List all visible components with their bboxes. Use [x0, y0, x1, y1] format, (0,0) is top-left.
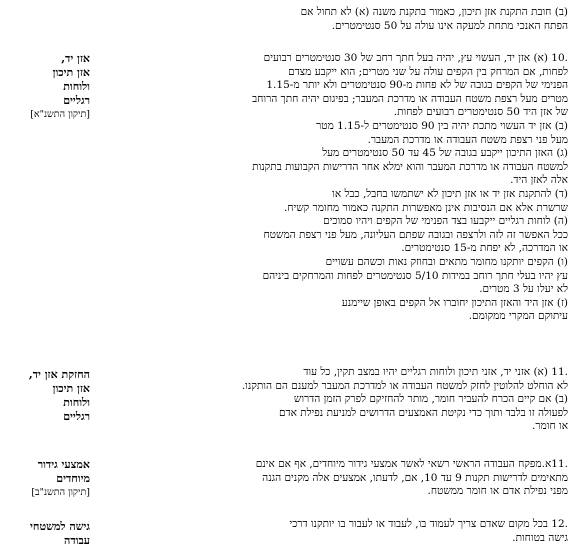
text-line: (ג) האזן התיכון ייקבע בגובה של 45 עד 50 סנטימטרים מעל	[322, 147, 568, 160]
margin-heading-line: אזן יד,	[61, 52, 90, 65]
margin-heading-line: רגליים	[63, 94, 90, 107]
margin-heading-line: אזן תיכון	[52, 382, 90, 395]
margin-heading-maintenance	[8, 368, 90, 424]
margin-heading-guardrails	[8, 52, 90, 122]
text-line: (ב) חובת התקנת אזן תיכון, כאמור בתקנת משנה (א) לא תחול אם	[300, 6, 568, 18]
text-line: .10 (א) אזן יד, העשוי עץ, יהיה בעל חתך רחב של 30 סנטימטרים רבועים	[263, 52, 568, 64]
text-line: לפחות, אם המרחק בין הקפים עולה על שני מטרים; הוא ייקבע מצדם	[288, 65, 568, 78]
text-line: מתאימים לדרישות תקנות 9 עד 10, אם, לדעתו, אמצעים אלה מקנים הגנה	[262, 471, 568, 484]
text-line: או חומר.	[532, 420, 568, 433]
text-line: .11 (א) אזני יד, אזני תיכון ולוחות רגליים יהיו במצב תקין, כל עוד	[303, 366, 568, 378]
margin-heading-line: ולוחות	[63, 396, 90, 409]
margin-heading-line: גישה למשטחי	[30, 520, 90, 533]
text-line: הפנימי של הקפים בגובה של לא פחות מ-90 סנטימטרים ולא יותר מ-1.15	[266, 79, 568, 92]
text-line: (ב) אם קיים הכרח להעביר חומר, מותר להחזיקם לפרק הזמן הדרוש	[293, 393, 568, 406]
text-line: (ד) להתקנת אזן יד או אזן תיכון לא ישתמשו בחבל, כבל או	[332, 187, 568, 200]
text-line: .12 בכל מקום שאדם צריך לעמוד בו, לעבוד או לעבור בו יותקנו דרכי	[289, 518, 568, 530]
section-10	[96, 52, 568, 324]
text-line: או המדרכה, לא יפחת מ-15 סנטימטרים.	[401, 242, 568, 255]
text-line: עיתוקם המקרי ממקומם.	[468, 310, 568, 323]
margin-heading-line: אמצעי גידור	[37, 458, 90, 471]
margin-heading-line: ולוחות	[63, 80, 90, 93]
text-line: (ב) אזן יד העשוי מתכת יהיה בין 90 סנטימטרים ל-1.15 מטר	[316, 119, 568, 132]
text-line: לא הוחלט להלוטין לחזק למשטח העבודה או למדרכת המעבר למענם הם הותקנו.	[241, 379, 568, 392]
margin-heading-line: מיוחדים	[56, 472, 90, 485]
text-line: .11א.מפקח העבודה הראשי רשאי לאשר אמצעי גידור מיוחדים, אף אם אינם	[255, 458, 568, 470]
section-11	[96, 366, 568, 434]
section-11a	[96, 458, 568, 499]
text-line: גישה בטוחות.	[512, 531, 568, 544]
margin-heading-access	[8, 520, 90, 548]
text-line: מטרים מעל רצפת משטח העבודה או מדרכת המעבר; בפיגום יהיה חתך הרוחב	[252, 92, 568, 105]
text-line: (ז) אזן היד והאזן התיכון יחוברו אל הקפים באופן שיימנע	[341, 296, 568, 309]
text-line: למשטח העבודה או מדרכת המעבר והוא ימלא אחר הדרישות הקבועות בתקנות	[252, 160, 568, 173]
margin-heading-line: עבודה	[64, 534, 90, 547]
text-line: מפני נפילת אדם או חומר ממשטח.	[427, 485, 568, 498]
section-12	[96, 518, 568, 545]
text-line: מעל פני רצפת משטח העבודה או מדרכת המעבר.	[367, 133, 568, 146]
amendment-note: [תיקון התשנ"ב]	[31, 487, 90, 498]
margin-heading-line: אזן תיכון	[52, 66, 90, 79]
text-line: עץ יהיו בעלי חתך רוחב במידות 5/10 סנטימטרים לפחות והמרחקים ביניהם	[262, 269, 568, 282]
text-line: (ו) הקפים יותקנו מחומר מתאים ובחוזק נאות וכשהם עשויים	[325, 255, 568, 268]
text-line: לא יעלו על 3 מטרים.	[479, 283, 568, 296]
text-line: שרשרת אלא אם הנסיבות אינן מאפשרות התקנה כאמור מחומר קשיח.	[283, 201, 568, 214]
paragraph-9b	[96, 6, 568, 33]
text-line: ככל האפשר זה לזה ולרצפה ובגובה שפתם העליונה, מעל פני רצפת המשטח	[263, 228, 568, 241]
margin-heading-line: רגליים	[63, 410, 90, 423]
text-line: (ה) לוחות רגליים ייקבעו בצד הפנימי של הקפים ויהיו סמוכים	[323, 215, 568, 228]
margin-heading-line: החזקת אזן יד,	[28, 368, 90, 381]
text-line: אלה לאזן היד.	[510, 174, 568, 187]
text-line: לפעולה זו בלבד ותוך כדי נקיטת האמצעים הדרושים למניעת נפילת אדם	[279, 406, 568, 419]
text-line: הפתח האנכי מתחת למעקה אינו עולה על 50 סנטימטרים.	[331, 19, 568, 32]
text-line: של אזן היד 50 סנטימטרים רבועים לפחות.	[393, 106, 568, 119]
margin-heading-special-fencing	[8, 458, 90, 500]
amendment-note: [תיקון התשנ"א]	[30, 109, 90, 120]
